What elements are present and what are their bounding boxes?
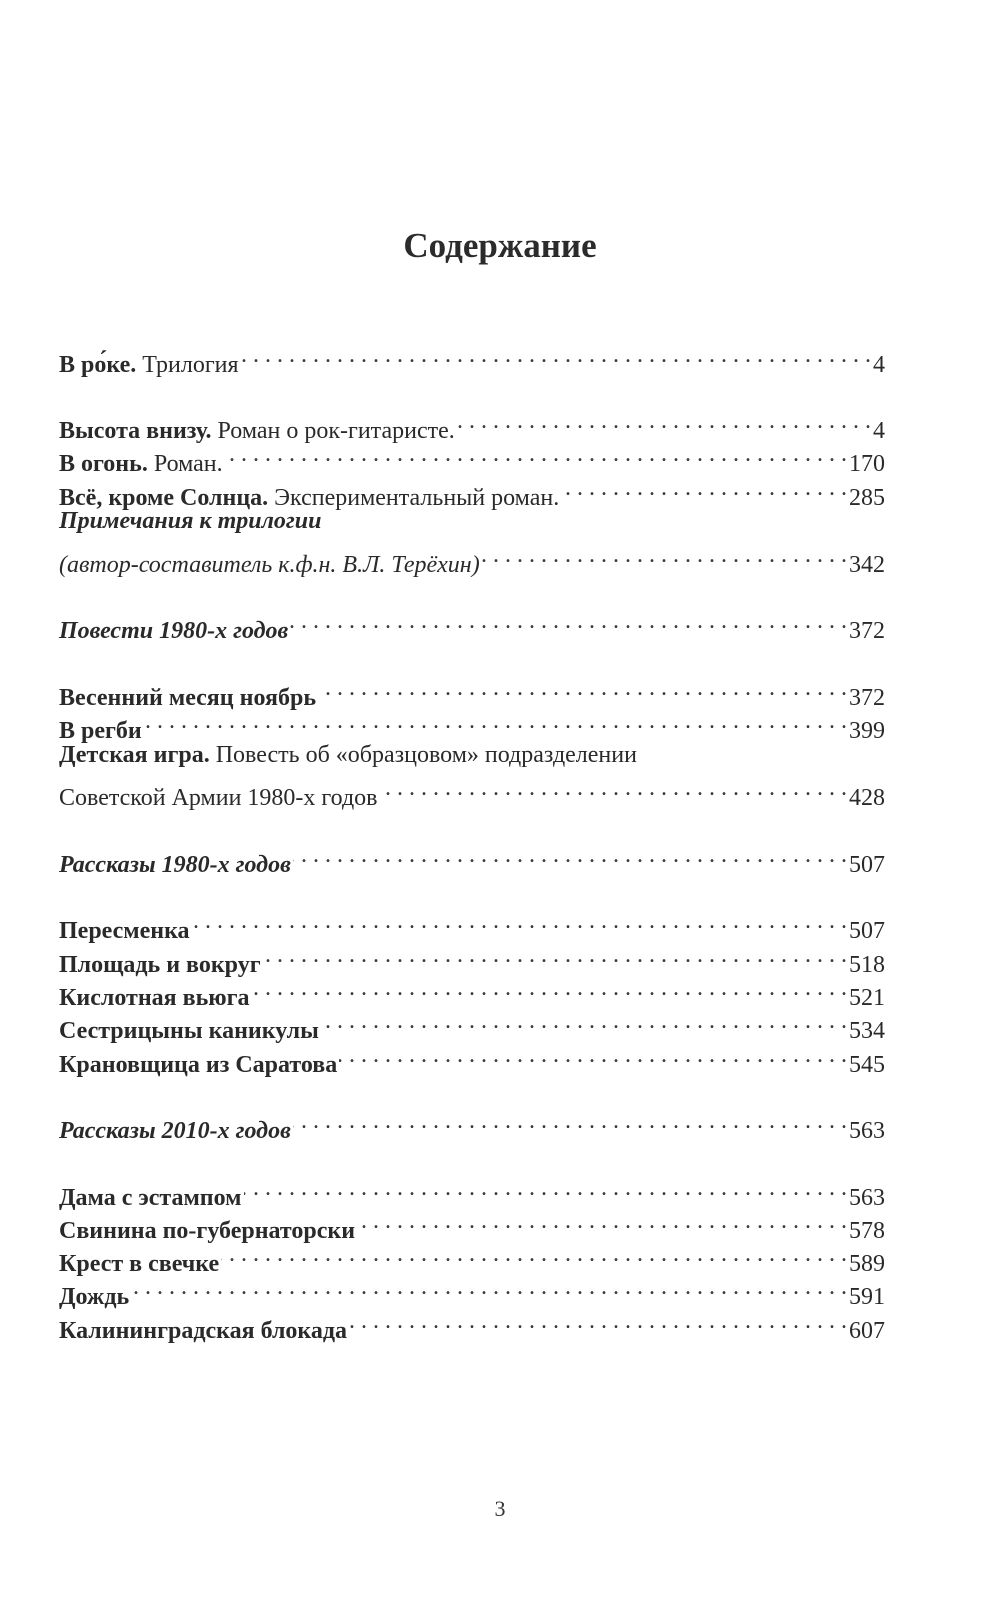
entry-title: Площадь и вокруг [59, 952, 261, 978]
entry-title: В огонь. [59, 451, 148, 477]
dot-leader [357, 1205, 847, 1238]
dot-leader [380, 772, 847, 805]
entry-page: 428 [849, 785, 885, 811]
dot-leader [290, 605, 847, 638]
dot-leader [339, 1039, 847, 1072]
section-title: Повести 1980-х годов [59, 618, 289, 644]
entry-subtitle: (автор-составитель к.ф.н. В.Л. Терёхин) [59, 552, 480, 578]
dot-leader [144, 705, 847, 738]
entry-page: 170 [849, 451, 885, 477]
toc-entry [59, 1205, 885, 1244]
toc-entry [59, 672, 885, 711]
entry-text [59, 508, 321, 534]
entry-title: Дама с эстампом [59, 1185, 242, 1211]
section-title: Рассказы 2010-х годов [59, 1118, 291, 1144]
entry-page: 372 [849, 685, 885, 711]
dot-leader [293, 1105, 847, 1138]
entry-page: 507 [849, 852, 885, 878]
entry-page: 545 [849, 1052, 885, 1078]
toc-entry [59, 739, 885, 772]
entry-page: 563 [849, 1118, 885, 1144]
dot-leader [225, 438, 847, 471]
toc-entry [59, 905, 885, 944]
toc-entry [59, 1305, 885, 1344]
entry-subtitle: Роман. [147, 451, 223, 477]
entry-text [59, 742, 637, 768]
toc-entry [59, 405, 885, 444]
entry-title: Кислотная вьюга [59, 985, 250, 1011]
dot-leader [221, 1238, 847, 1271]
toc-entry [59, 472, 885, 511]
toc-entry [59, 1039, 885, 1078]
dot-leader [321, 1005, 847, 1038]
entry-page: 521 [849, 985, 885, 1011]
entry-page: 342 [849, 552, 885, 578]
dot-leader [318, 672, 847, 705]
entry-page: 285 [849, 485, 885, 511]
entry-text [59, 549, 480, 582]
entry-title: Калининградская блокада [59, 1318, 348, 1344]
entry-page: 534 [849, 1018, 885, 1044]
entry-title: Всё, кроме Солнца. [59, 485, 269, 511]
entry-page: 589 [849, 1251, 885, 1277]
entry-title: Весенний месяц ноябрь [59, 685, 317, 711]
entry-text [59, 849, 291, 882]
toc-section [59, 1105, 885, 1144]
entry-title: Сестрицыны каникулы [59, 1018, 319, 1044]
toc-entry-trilogy [59, 339, 885, 378]
section-title: Рассказы 1980-х годов [59, 852, 291, 878]
entry-subtitle: Повесть об «образцовом» подразделении [209, 742, 637, 768]
entry-page: 563 [849, 1185, 885, 1211]
entry-title: Крановщица из Саратова [59, 1052, 338, 1078]
entry-page: 591 [849, 1284, 885, 1310]
entry-page: 507 [849, 918, 885, 944]
dot-leader [263, 939, 847, 972]
dot-leader [192, 905, 847, 938]
entry-title: Дождь [59, 1284, 130, 1310]
entry-page: 399 [849, 718, 885, 744]
entry-title: Пересменка [59, 918, 190, 944]
toc-entry [59, 939, 885, 978]
dot-leader [293, 839, 847, 872]
entry-subtitle: Трилогия [136, 352, 239, 378]
entry-subtitle: Экспериментальный роман. [268, 485, 560, 511]
toc-entry [59, 1172, 885, 1211]
entry-title: Детская игра. [59, 742, 210, 768]
entry-title: В регби [59, 718, 142, 744]
toc-entry [59, 1238, 885, 1277]
toc-entry [59, 772, 885, 811]
entry-page: 607 [849, 1318, 885, 1344]
entry-title: Свинина по-губернаторски [59, 1218, 356, 1244]
entry-title: Крест в свечке [59, 1251, 220, 1277]
entry-title: Примечания к трилогии [59, 508, 322, 534]
entry-page: 4 [873, 352, 885, 378]
dot-leader [252, 972, 847, 1005]
entry-page: 4 [873, 418, 885, 444]
entry-text [59, 615, 288, 648]
toc-entry [59, 438, 885, 477]
entry-title: Высота внизу. [59, 418, 212, 444]
dot-leader [244, 1172, 847, 1205]
entry-text [59, 349, 239, 382]
toc-entry [59, 705, 885, 744]
entry-text [59, 1315, 347, 1348]
toc-entry [59, 539, 885, 578]
entry-text [59, 1115, 291, 1148]
toc-section [59, 839, 885, 878]
page-title: Содержание [403, 226, 597, 265]
entry-page: 372 [849, 618, 885, 644]
entry-subtitle: Роман о рок-гитаристе. [211, 418, 455, 444]
dot-leader [349, 1305, 847, 1338]
entry-text [59, 782, 378, 815]
dot-leader [241, 339, 871, 372]
dot-leader [482, 539, 847, 572]
dot-leader [561, 472, 847, 505]
toc-entry [59, 1271, 885, 1310]
dot-leader [131, 1271, 847, 1304]
toc-entry [59, 1005, 885, 1044]
entry-page: 578 [849, 1218, 885, 1244]
page-number: 3 [494, 1496, 506, 1521]
toc-section [59, 605, 885, 644]
toc-entry [59, 972, 885, 1011]
entry-text [59, 1049, 337, 1082]
entry-title: В ро́ке. [59, 352, 137, 378]
entry-subtitle: Советской Армии 1980-х годов [59, 785, 378, 811]
toc-entry-notes [59, 505, 885, 538]
dot-leader [457, 405, 871, 438]
entry-page: 518 [849, 952, 885, 978]
